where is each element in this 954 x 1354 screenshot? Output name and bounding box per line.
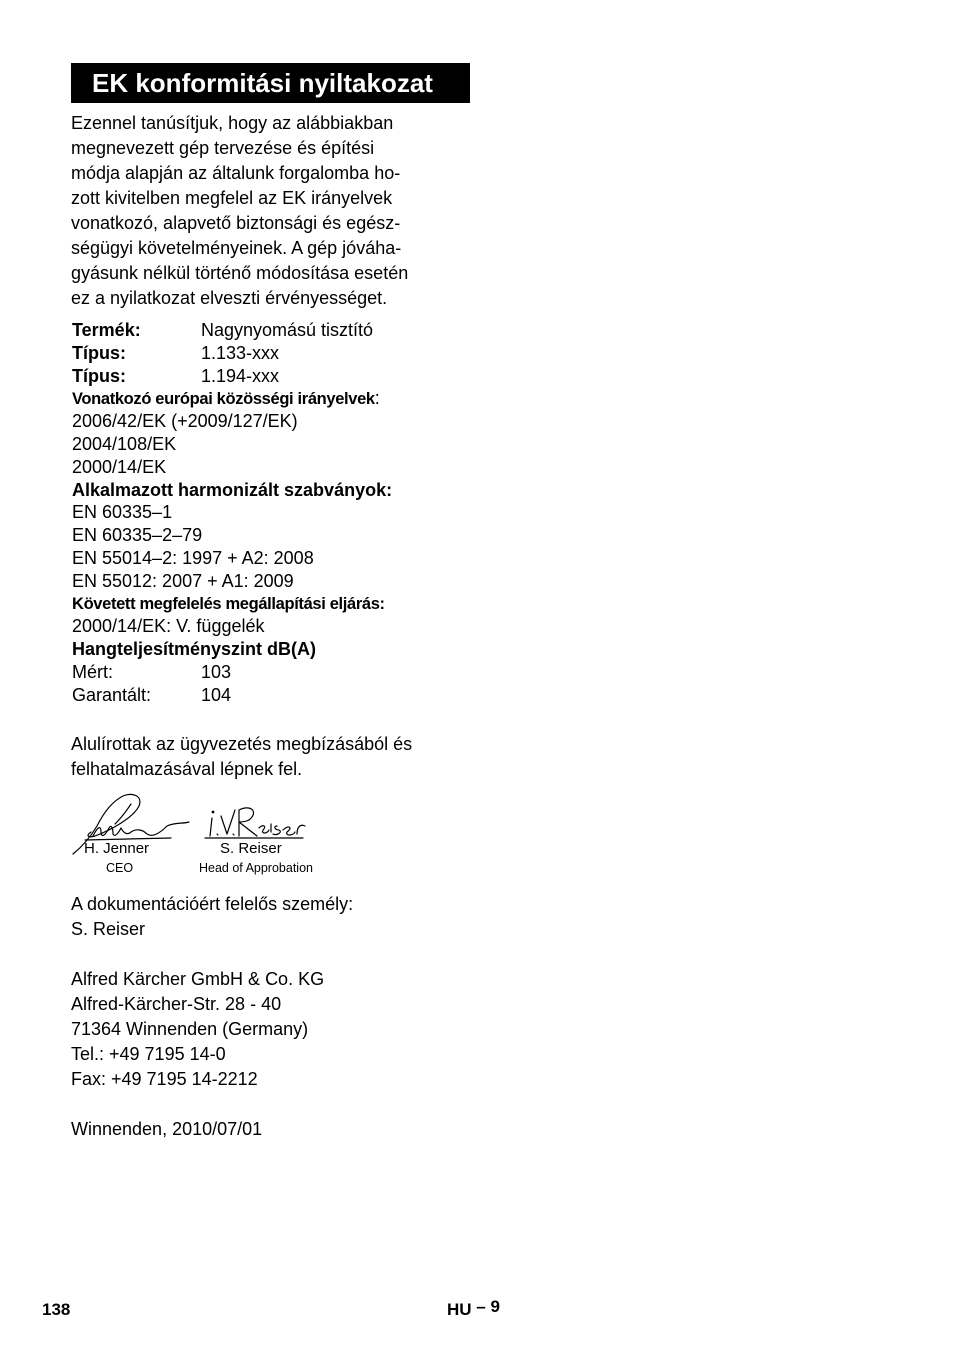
place-date: Winnenden, 2010/07/01 <box>71 1119 263 1139</box>
intro-line: zott kivitelben megfelel az EK irányelvek <box>71 188 393 208</box>
signatory-name: H. Jenner <box>84 840 150 857</box>
sound-heading: Hangteljesítményszint dB(A) <box>72 639 317 660</box>
page-dash: – <box>476 1297 486 1316</box>
type-row <box>72 342 492 365</box>
intro-line: módja alapján az általunk forgalomba ho- <box>71 163 401 183</box>
type-label: Típus: <box>72 365 126 386</box>
procedure-value: 2000/14/EK: V. függelék <box>72 616 265 637</box>
type-label: Típus: <box>72 342 126 363</box>
address-line: Fax: +49 7195 14-2212 <box>71 1069 258 1089</box>
type-row <box>72 365 492 388</box>
documentation-person: S. Reiser <box>71 919 146 939</box>
signatory-name: S. Reiser <box>220 840 282 857</box>
address-line: Alfred Kärcher GmbH & Co. KG <box>71 969 325 989</box>
intro-line: ez a nyilatkozat elveszti érvényességet. <box>71 288 388 308</box>
directives-colon: : <box>374 388 380 409</box>
standards-heading: Alkalmazott harmonizált szabványok: <box>72 479 393 500</box>
standard-item: EN 55014–2: 1997 + A2: 2008 <box>72 547 314 568</box>
directives-label: Vonatkozó európai közösségi irányelvek <box>72 390 375 409</box>
sound-guaranteed-row <box>72 684 492 707</box>
documentation-paragraph <box>71 892 353 942</box>
intro-paragraph <box>71 111 471 311</box>
intro-line: Ezennel tanúsítjuk, hogy az alábbiakban <box>71 113 394 133</box>
directive-item: 2006/42/EK (+2009/127/EK) <box>72 411 298 432</box>
page-title: EK konformitási nyiltakozat <box>71 63 470 103</box>
signature-block <box>71 788 371 883</box>
intro-line: ségügyi követelményeinek. A gép jóváha- <box>71 238 402 258</box>
standard-item: EN 60335–1 <box>72 502 173 523</box>
address-line: Alfred-Kärcher-Str. 28 - 40 <box>71 994 282 1014</box>
authorization-line: felhatalmazásával lépnek fel. <box>71 759 303 779</box>
page-number: 138 <box>42 1300 71 1319</box>
address-line: 71364 Winnenden (Germany) <box>71 1019 309 1039</box>
signatory-role: Head of Approbation <box>199 861 313 875</box>
standard-item: EN 60335–2–79 <box>72 525 203 546</box>
specification-block <box>72 319 492 707</box>
authorization-paragraph <box>71 732 412 782</box>
address-line: Tel.: +49 7195 14-0 <box>71 1044 226 1064</box>
type-value: 1.133-xxx <box>201 342 280 363</box>
section-page-number: 9 <box>490 1297 500 1316</box>
directives-heading <box>72 387 492 410</box>
section-page-indicator <box>447 1297 500 1320</box>
product-row <box>72 319 492 342</box>
signatory-role: CEO <box>106 861 134 875</box>
type-value: 1.194-xxx <box>201 365 280 386</box>
company-address <box>71 967 324 1092</box>
language-code: HU <box>447 1300 472 1319</box>
intro-line: gyásunk nélkül történő módosítása esetén <box>71 263 409 283</box>
guaranteed-label: Garantált: <box>72 684 152 705</box>
standard-item: EN 55012: 2007 + A1: 2009 <box>72 570 294 591</box>
sound-measured-row <box>72 661 492 684</box>
authorization-line: Alulírottak az ügyvezetés megbízásából és <box>71 734 413 754</box>
procedure-heading: Követett megfelelés megállapítási eljárás: <box>72 594 385 613</box>
intro-line: vonatkozó, alapvető biztonsági és egész- <box>71 213 401 233</box>
guaranteed-value: 104 <box>201 684 232 705</box>
measured-value: 103 <box>201 661 232 682</box>
directive-item: 2004/108/EK <box>72 433 177 454</box>
measured-label: Mért: <box>72 661 114 682</box>
documentation-label: A dokumentációért felelős személy: <box>71 894 354 914</box>
intro-line: megnevezett gép tervezése és építési <box>71 138 375 158</box>
directive-item: 2000/14/EK <box>72 456 167 477</box>
product-value: Nagynyomású tisztító <box>201 320 374 340</box>
product-label: Termék: <box>72 320 141 340</box>
